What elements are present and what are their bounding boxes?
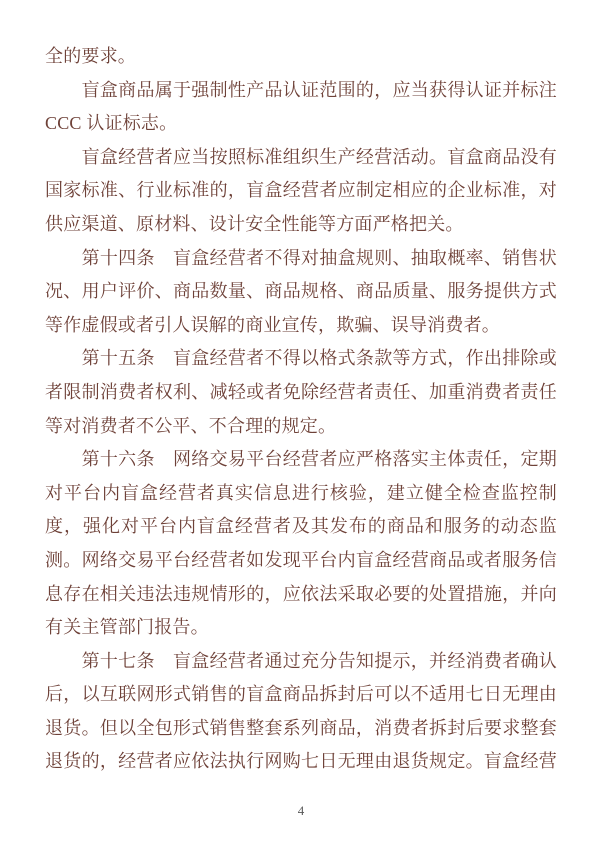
text-line: 第十六条 网络交易平台经营者应严格落实主体责任，定期 <box>45 449 557 470</box>
text-line: 第十四条 盲盒经营者不得对抽盒规则、抽取概率、销售状 <box>45 247 557 268</box>
text-line: 供应渠道、原材料、设计安全性能等方面严格把关。 <box>45 213 464 234</box>
text-line: 等对消费者不公平、不合理的规定。 <box>45 415 337 436</box>
text-line: 有关主管部门报告。 <box>45 617 209 638</box>
text-line: CCC 认证标志。 <box>45 113 178 134</box>
text-line: 度，强化对平台内盲盒经营者及其发布的商品和服务的动态监 <box>45 516 557 537</box>
text-line: 者限制消费者权利、减轻或者免除经营者责任、加重消费者责任 <box>45 381 557 402</box>
page-number: 4 <box>297 803 305 818</box>
text-line: 全的要求。 <box>45 46 136 66</box>
text-line: 息存在相关违法违规情形的，应依法采取必要的处置措施，并向 <box>45 583 557 604</box>
text-line: 盲盒商品属于强制性产品认证范围的，应当获得认证并标注 <box>45 79 557 100</box>
text-line: 盲盒经营者应当按照标准组织生产经营活动。盲盒商品没有 <box>45 146 557 167</box>
text-line: 第十五条 盲盒经营者不得以格式条款等方式，作出排除或 <box>45 348 557 369</box>
text-line: 第十七条 盲盒经营者通过充分告知提示，并经消费者确认 <box>45 650 557 671</box>
text-line: 测。网络交易平台经营者如发现平台内盲盒经营商品或者服务信 <box>45 549 557 570</box>
document-body <box>45 40 557 779</box>
text-line: 后，以互联网形式销售的盲盒商品拆封后可以不适用七日无理由 <box>45 684 557 705</box>
text-line: 国家标准、行业标准的，盲盒经营者应制定相应的企业标准，对 <box>45 180 557 201</box>
text-line: 等作虚假或者引人误解的商业宣传，欺骗、误导消费者。 <box>45 314 500 335</box>
text-line: 对平台内盲盒经营者真实信息进行核验，建立健全检查监控制 <box>45 482 557 503</box>
text-line: 况、用户评价、商品数量、商品规格、商品质量、服务提供方式 <box>45 281 557 302</box>
text-line: 退货。但以全包形式销售整套系列商品，消费者拆封后要求整套 <box>45 717 557 738</box>
text-line: 退货的，经营者应依法执行网购七日无理由退货规定。盲盒经营 <box>45 751 557 772</box>
